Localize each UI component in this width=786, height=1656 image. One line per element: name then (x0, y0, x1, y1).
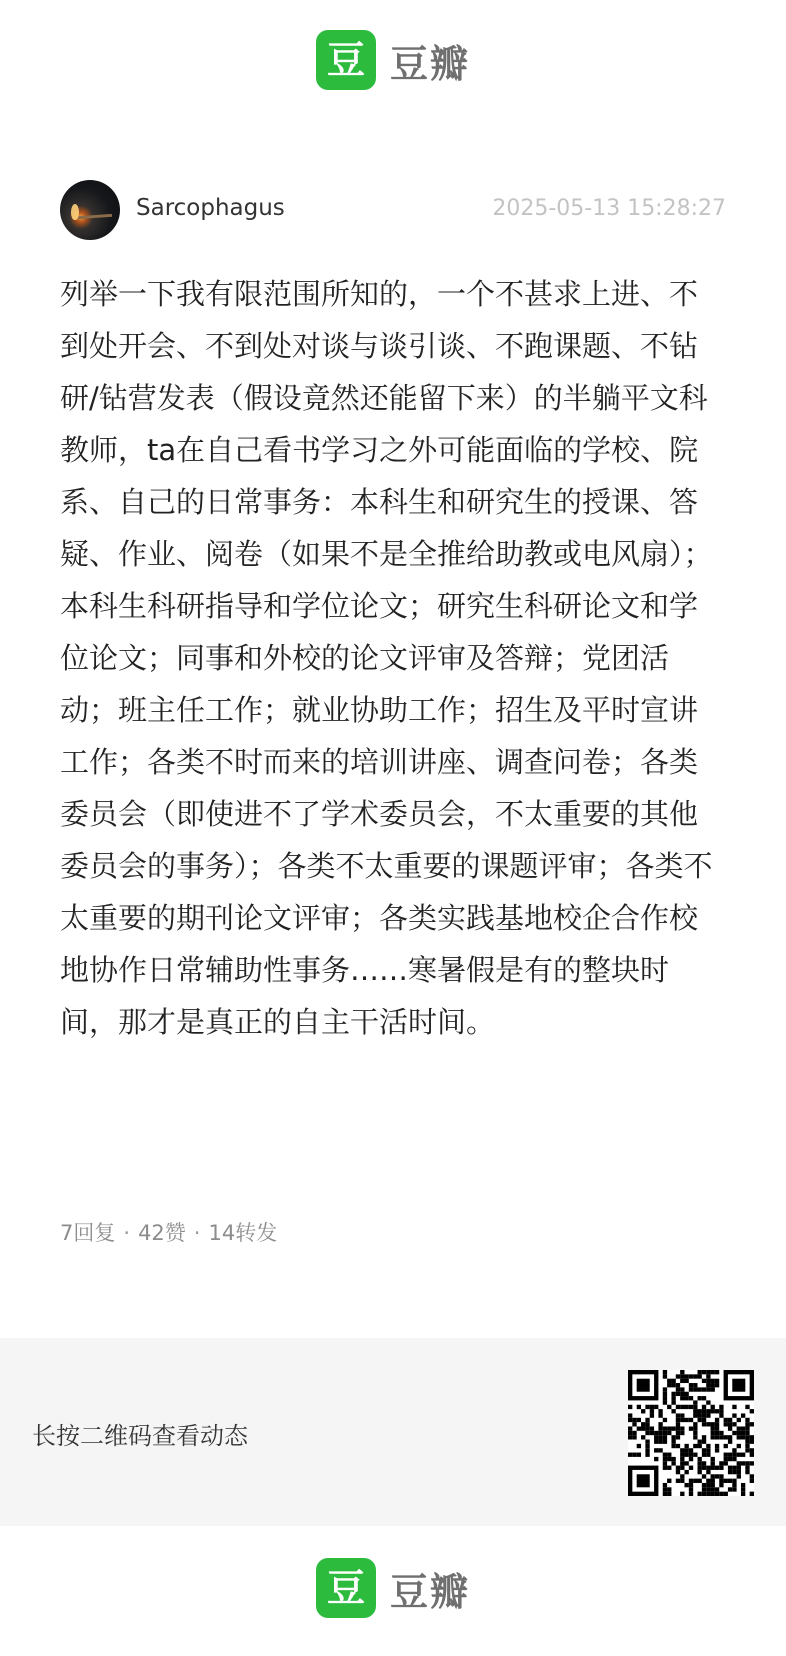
like-count[interactable]: 42赞 (138, 1221, 186, 1245)
brand-header (0, 28, 786, 92)
reply-count[interactable]: 7回复 (60, 1221, 116, 1245)
brand-logo-char: 豆 (326, 38, 365, 82)
brand-footer (0, 1556, 786, 1620)
qr-hint-text: 长按二维码查看动态 (32, 1422, 248, 1450)
avatar[interactable] (60, 180, 120, 240)
post-stats (60, 1217, 277, 1247)
avatar-match-stick (78, 214, 112, 219)
stats-separator: · (193, 1221, 201, 1245)
qr-banner (0, 1338, 786, 1526)
brand-name: 豆瓣 (389, 41, 470, 86)
post-header (60, 180, 726, 240)
douban-logo-icon (316, 1558, 376, 1618)
author-name[interactable]: Sarcophagus (136, 195, 285, 221)
brand-logo-char: 豆 (326, 1566, 365, 1610)
qr-code-icon[interactable] (628, 1370, 754, 1496)
douban-logo-icon (316, 30, 376, 90)
brand-name: 豆瓣 (389, 1569, 470, 1614)
avatar-flame (71, 204, 79, 220)
post-timestamp: 2025-05-13 15:28:27 (492, 196, 726, 221)
post-content: 列举一下我有限范围所知的，一个不甚求上进、不到处开会、不到处对谈与谈引谈、不跑课题、不钻研/钻营发表（假设竟然还能留下来）的半躺平文科教师，ta在自己看书学习之外可能面临的学校、院系、自己的日常事务：本科生和研究生的授课、答疑、作业、阅卷（如果不是全推给助教或电风扇）；本科生科研指导和学位论文；研究生科研论文和学位论文；同事和外校的论文评审及答辩；党团活动；班主任工作；就业协助工作；招生及平时宣讲工作；各类不时而来的培训讲座、调查问卷；各类委员会（即使进不了学术委员会，不太重要的其他委员会的事务）；各类不太重要的课题评审；各类不太重要的期刊论文评审；各类实践基地校企合作校地协作日常辅助性事务……寒暑假是有的整块时间，那才是真正的自主干活时间。 (60, 277, 713, 1039)
repost-count[interactable]: 14转发 (208, 1221, 278, 1245)
stats-separator: · (123, 1221, 131, 1245)
